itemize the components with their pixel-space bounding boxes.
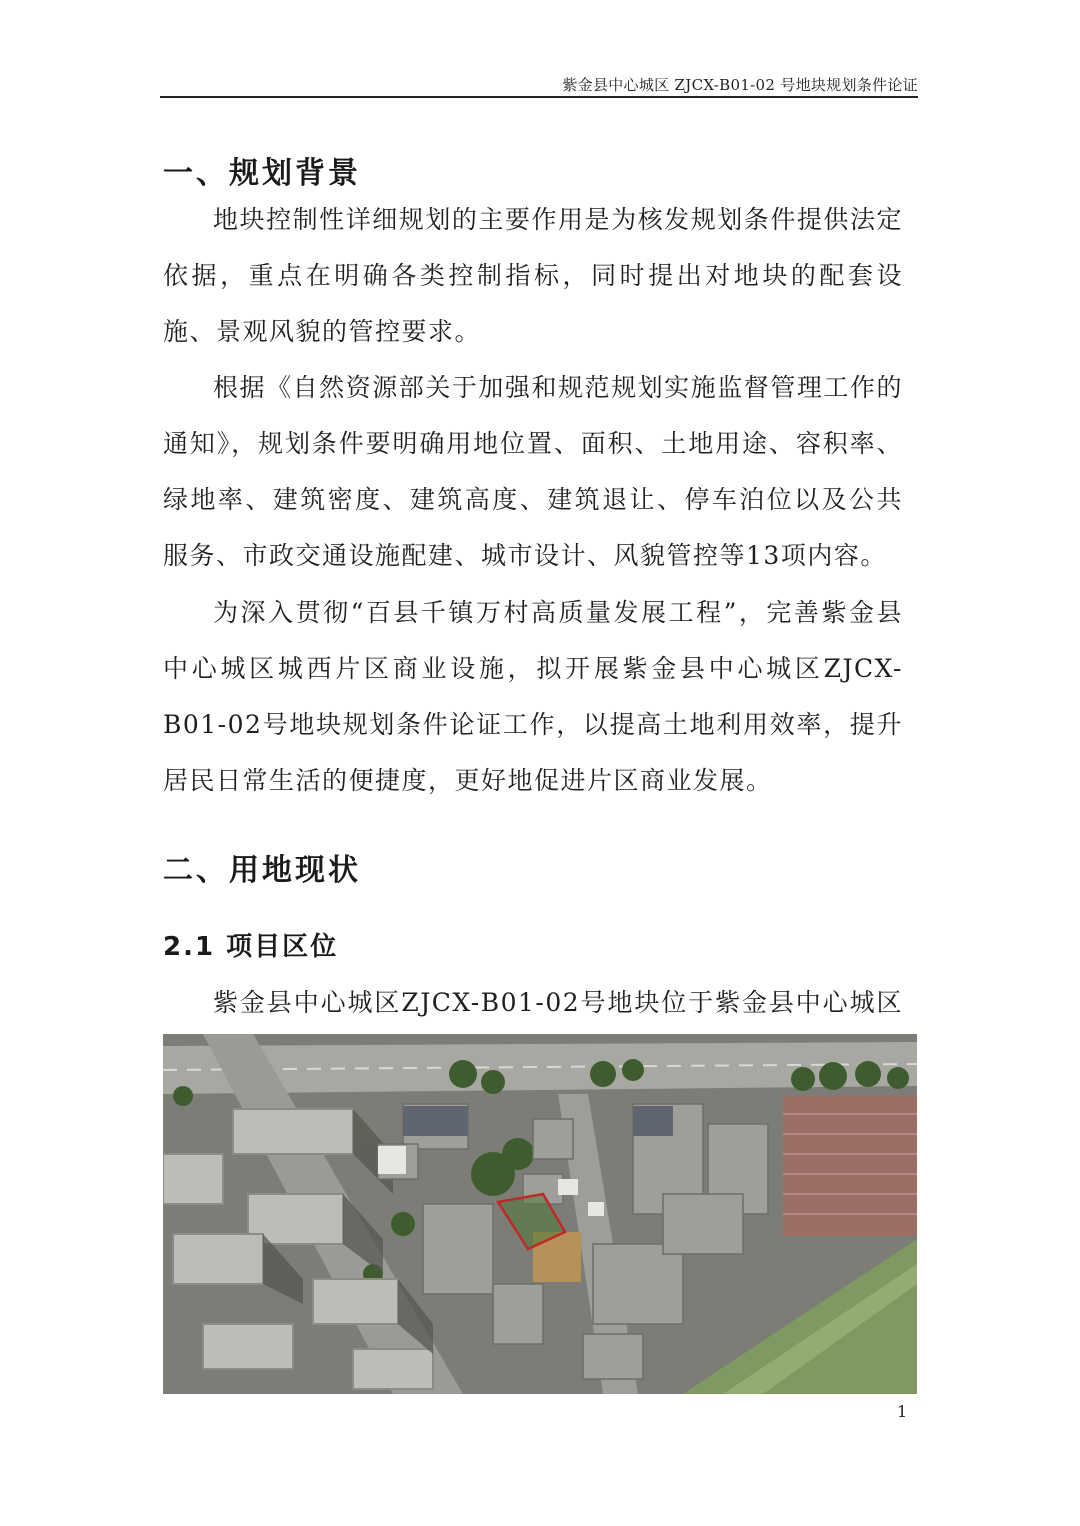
paragraph-location: 紫金县中心城区ZJCX-B01-02号地块位于紫金县中心城区 — [213, 988, 903, 1017]
running-header: 紫金县中心城区 ZJCX-B01-02 号地块规划条件论证 — [562, 76, 918, 94]
paragraph-3: 为深入贯彻“百县千镇万村高质量发展工程”，完善紫金县中心城区城西片区商业设施，拟开展紫金县中心城区ZJCX-B01-02号地块规划条件论证工作，以提高土地利用效率，提升居民日常生活的便捷度，更好地促进片区商业发展。 — [163, 598, 903, 795]
satellite-image — [163, 1034, 917, 1394]
paragraph-1: 地块控制性详细规划的主要作用是为核发规划条件提供法定依据，重点在明确各类控制指标，同时提出对地块的配套设施、景观风貌的管控要求。 — [163, 205, 903, 346]
satellite-map-drawing — [163, 1034, 917, 1394]
page-number: 1 — [897, 1402, 908, 1421]
subsection-heading-project-location: 2.1 项目区位 — [163, 932, 339, 962]
section-heading-planning-background: 一、规划背景 — [163, 156, 361, 191]
section-heading-land-status: 二、用地现状 — [163, 853, 361, 888]
paragraph-2: 根据《自然资源部关于加强和规范规划实施监督管理工作的通知》，规划条件要明确用地位置、面积、土地用途、容积率、绿地率、建筑密度、建筑高度、建筑退让、停车泊位以及公共服务、市政交通设施配建、城市设计、风貌管控等13项内容。 — [163, 373, 903, 570]
header-rule — [160, 96, 918, 98]
